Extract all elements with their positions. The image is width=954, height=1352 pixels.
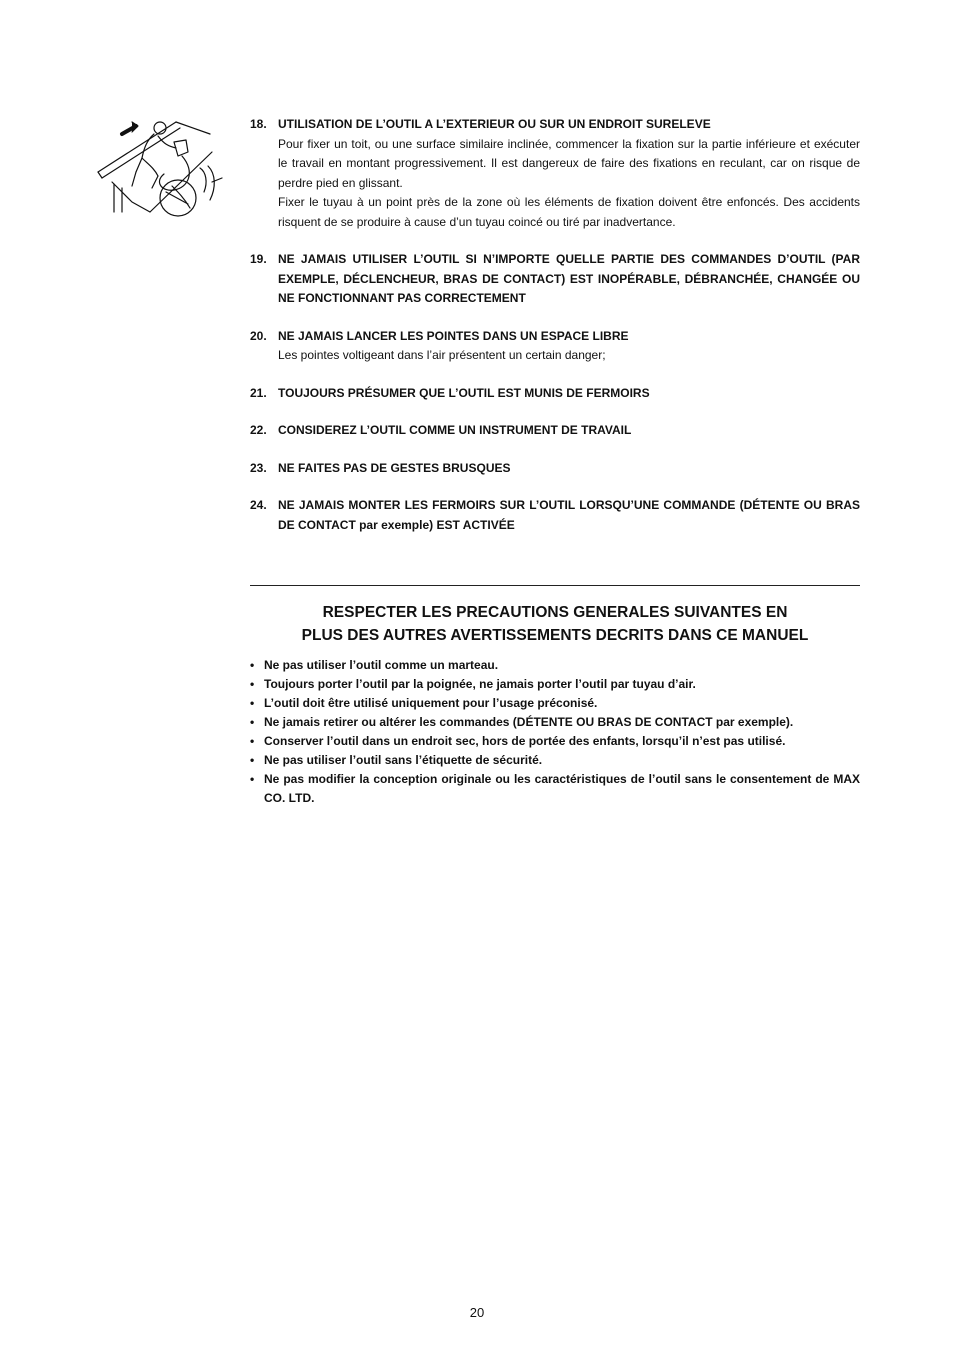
bullet-icon: • — [250, 734, 255, 748]
list-item: • Ne jamais retirer ou altérer les commandes (DÉTENTE OU BRAS DE CONTACT par exemple). — [250, 713, 860, 732]
item-title: NE JAMAIS MONTER LES FERMOIRS SUR L’OUTIL LORSQU’UNE COMMANDE (DÉTENTE OU BRAS DE CONTACT par exemple) EST ACTIVÉE — [278, 498, 860, 532]
item-number: 20. — [250, 328, 267, 343]
item-paragraph: Pour fixer un toit, ou une surface similaire inclinée, commencer la fixation sur la partie inférieure et exécuter le travail en montant progressivement. Il est dangereux de faire des fixations en reculant, car on risque de perdre pied en glissant. — [278, 136, 860, 190]
item-number: 19. — [250, 252, 267, 266]
bullet-icon: • — [250, 772, 255, 786]
list-item: • Conserver l’outil dans un endroit sec, hors de portée des enfants, lorsqu’il n’est pas utilisé. — [250, 732, 860, 751]
list-item: • Ne pas utiliser l’outil comme un marteau. — [250, 656, 860, 675]
item-title: UTILISATION DE L’OUTIL A L’EXTERIEUR OU SUR UN ENDROIT SURELEVE — [278, 117, 711, 131]
bullet-icon: • — [250, 715, 255, 729]
item-title: TOUJOURS PRÉSUMER QUE L’OUTIL EST MUNIS DE FERMOIRS — [278, 385, 650, 400]
bullet-icon: • — [250, 677, 255, 691]
safety-instructions-list — [250, 115, 860, 553]
instruction-item-19 — [250, 250, 860, 309]
item-title: NE FAITES PAS DE GESTES BRUSQUES — [278, 460, 511, 475]
item-paragraph: Fixer le tuyau à un point près de la zone où les éléments de fixation doivent être enfoncés. Des accidents risquent de se produire à cause d’un tuyau coincé ou tiré par inadvertance. — [278, 195, 860, 229]
bullet-icon: • — [250, 753, 255, 767]
item-paragraph: Les pointes voltigeant dans l’air présentent un certain danger; — [278, 348, 606, 362]
list-item: • L’outil doit être utilisé uniquement pour l’usage préconisé. — [250, 694, 860, 713]
section-heading — [250, 601, 860, 647]
section-heading-line: RESPECTER LES PRECAUTIONS GENERALES SUIVANTES EN — [322, 604, 788, 621]
item-title: CONSIDEREZ L’OUTIL COMME UN INSTRUMENT DE TRAVAIL — [278, 423, 632, 437]
list-item: • Ne pas modifier la conception originale ou les caractéristiques de l’outil sans le consentement de MAX CO. LTD. — [250, 770, 860, 808]
list-item: • Ne pas utiliser l’outil sans l’étiquette de sécurité. — [250, 751, 860, 770]
item-number: 18. — [250, 117, 267, 131]
page-number: 20 — [469, 1305, 485, 1320]
instruction-item-24 — [250, 496, 860, 535]
bullet-icon: • — [250, 658, 255, 672]
instruction-item-22 — [250, 421, 860, 441]
item-number: 24. — [250, 498, 267, 512]
section-divider — [250, 585, 860, 586]
instruction-item-18 — [250, 115, 860, 232]
list-item: • Toujours porter l’outil par la poignée, ne jamais porter l’outil par tuyau d’air. — [250, 675, 860, 694]
item-number: 22. — [250, 423, 267, 437]
item-title: NE JAMAIS LANCER LES POINTES DANS UN ESPACE LIBRE — [278, 328, 629, 343]
bullet-icon: • — [250, 696, 255, 710]
roof-worker-illustration — [92, 112, 232, 224]
item-number: 21. — [250, 385, 267, 400]
precautions-list — [250, 656, 860, 808]
instruction-item-23 — [250, 459, 860, 479]
section-heading-line: PLUS DES AUTRES AVERTISSEMENTS DECRITS DANS CE MANUEL — [301, 627, 809, 644]
instruction-item-20 — [250, 327, 860, 366]
instruction-item-21 — [250, 384, 860, 404]
item-number: 23. — [250, 460, 267, 475]
item-title: NE JAMAIS UTILISER L’OUTIL SI N’IMPORTE QUELLE PARTIE DES COMMANDES D’OUTIL (PAR EXEMPLE, DÉCLENCHEUR, BRAS DE CONTACT) EST INOPÉRABLE, DÉBRANCHÉE, CHANGÉE OU NE FONCTIONNANT PAS CORRECTEMENT — [278, 252, 860, 305]
